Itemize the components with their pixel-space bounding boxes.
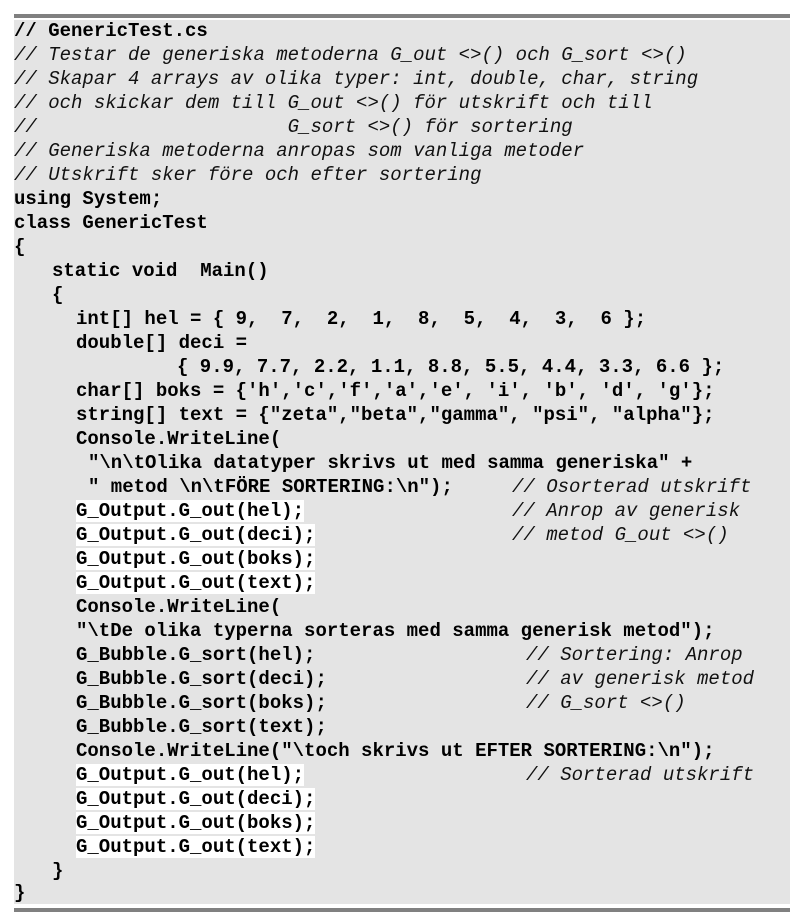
writeline-call: Console.WriteLine( bbox=[76, 596, 282, 618]
inline-comment: // metod G_out <>() bbox=[512, 524, 729, 546]
output-call: G_Output.G_out(boks); bbox=[76, 548, 316, 570]
comment-line: // Generiska metoderna anropas som vanliga metoder bbox=[14, 140, 585, 162]
comment-line: // Testar de generiska metoderna G_out <>() och G_sort <>() bbox=[14, 44, 687, 66]
writeline-arg: "\n\tOlika datatyper skrivs ut med samma generiska" + bbox=[88, 452, 693, 474]
int-array-decl: int[] hel = { 9, 7, 2, 1, 8, 5, 4, 3, 6 }; bbox=[76, 308, 647, 330]
inline-comment: // Sorterad utskrift bbox=[526, 764, 755, 786]
main-declaration: static void Main() bbox=[52, 260, 269, 282]
comment-line: // G_sort <>() för sortering bbox=[14, 116, 573, 138]
main-close-brace: } bbox=[52, 860, 64, 882]
comment-line: // Skapar 4 arrays av olika typer: int, double, char, string bbox=[14, 68, 699, 90]
code-listing bbox=[14, 20, 790, 904]
output-call: G_Output.G_out(hel); bbox=[76, 500, 305, 522]
inline-comment: // av generisk metod bbox=[526, 668, 755, 690]
comment-line: // och skickar dem till G_out <>() för utskrift och till bbox=[14, 92, 653, 114]
output-call: G_Output.G_out(deci); bbox=[76, 788, 316, 810]
double-array-decl: double[] deci = bbox=[76, 332, 248, 354]
main-open-brace: { bbox=[52, 284, 64, 306]
output-call: G_Output.G_out(hel); bbox=[76, 764, 305, 786]
inline-comment: // Anrop av generisk bbox=[512, 500, 741, 522]
output-call: G_Output.G_out(text); bbox=[76, 836, 316, 858]
sort-call: G_Bubble.G_sort(hel); bbox=[76, 644, 316, 666]
writeline-call: Console.WriteLine("\toch skrivs ut EFTER SORTERING:\n"); bbox=[76, 740, 715, 762]
double-array-values: { 9.9, 7.7, 2.2, 1.1, 8.8, 5.5, 4.4, 3.3, 6.6 }; bbox=[177, 356, 725, 378]
class-close-brace: } bbox=[14, 882, 26, 904]
inline-comment: // Osorterad utskrift bbox=[512, 476, 752, 498]
class-declaration: class GenericTest bbox=[14, 212, 208, 234]
char-array-decl: char[] boks = {'h','c','f','a','e', 'i', 'b', 'd', 'g'}; bbox=[76, 380, 715, 402]
file-comment: // GenericTest.cs bbox=[14, 20, 208, 42]
bottom-rule bbox=[14, 908, 790, 912]
output-call: G_Output.G_out(deci); bbox=[76, 524, 316, 546]
writeline-call: Console.WriteLine( bbox=[76, 428, 282, 450]
writeline-arg: " metod \n\tFÖRE SORTERING:\n"); bbox=[88, 476, 453, 498]
top-rule bbox=[14, 14, 790, 18]
output-call: G_Output.G_out(boks); bbox=[76, 812, 316, 834]
string-array-decl: string[] text = {"zeta","beta","gamma", "psi", "alpha"}; bbox=[76, 404, 715, 426]
sort-call: G_Bubble.G_sort(deci); bbox=[76, 668, 327, 690]
comment-line: // Utskrift sker före och efter sortering bbox=[14, 164, 482, 186]
inline-comment: // Sortering: Anrop bbox=[526, 644, 743, 666]
writeline-arg: "\tDe olika typerna sorteras med samma generisk metod"); bbox=[76, 620, 715, 642]
sort-call: G_Bubble.G_sort(text); bbox=[76, 716, 327, 738]
inline-comment: // G_sort <>() bbox=[526, 692, 686, 714]
using-statement: using System; bbox=[14, 188, 163, 210]
output-call: G_Output.G_out(text); bbox=[76, 572, 316, 594]
sort-call: G_Bubble.G_sort(boks); bbox=[76, 692, 327, 714]
class-open-brace: { bbox=[14, 236, 26, 258]
